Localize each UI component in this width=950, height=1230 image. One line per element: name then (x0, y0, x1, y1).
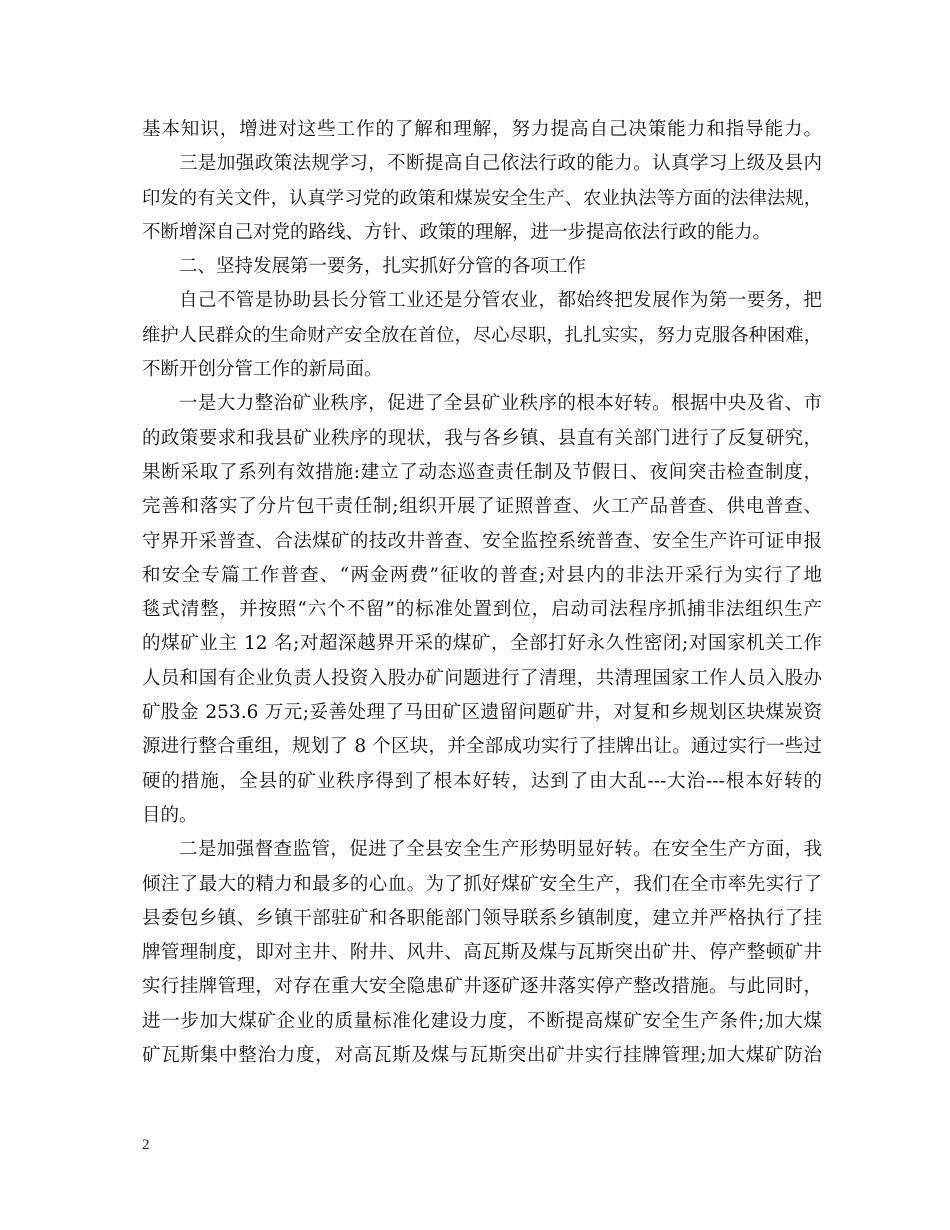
text-line: 毯式清整，并按照“六个不留”的标准处置到位，启动司法程序抓捕非法组织生产 (142, 599, 822, 621)
text-line: 倾注了最大的精力和最多的心血。为了抓好煤矿安全生产，我们在全市率先实行了 (142, 873, 822, 895)
text-line: 的煤矿业主 12 名;对超深越界开采的煤矿，全部打好永久性密闭;对国家机关工作 (142, 633, 822, 655)
text-line: 进一步加大煤矿企业的质量标准化建设力度，不断提高煤矿安全生产条件;加大煤 (142, 1010, 822, 1032)
paragraph-start-line: 自己不管是协助县长分管工业还是分管农业，都始终把发展作为第一要务，把 (179, 290, 822, 312)
text-line: 维护人民群众的生命财产安全放在首位，尽心尽职，扎扎实实，努力克服各种困难， (142, 324, 822, 346)
text-line: 人员和国有企业负责人投资入股办矿问题进行了清理，共清理国家工作人员入股办 (142, 667, 822, 689)
paragraph-start-line: 三是加强政策法规学习，不断提高自己依法行政的能力。认真学习上级及县内 (179, 153, 822, 175)
text-line: 矿瓦斯集中整治力度，对高瓦斯及煤与瓦斯突出矿井实行挂牌管理;加大煤矿防治 (142, 1045, 822, 1067)
text-line: 硬的措施，全县的矿业秩序得到了根本好转，达到了由大乱---大治---根本好转的 (142, 770, 822, 792)
section-heading: 二、坚持发展第一要务，扎实抓好分管的各项工作 (179, 256, 587, 278)
text-line: 目的。 (142, 804, 198, 826)
text-line: 矿股金 253.6 万元;妥善处理了马田矿区遗留问题矿井，对复和乡规划区块煤炭资 (142, 702, 822, 724)
paragraph-start-line: 一是大力整治矿业秩序，促进了全县矿业秩序的根本好转。根据中央及省、市 (179, 393, 822, 415)
document-body (142, 113, 822, 1073)
text-line: 印发的有关文件，认真学习党的政策和煤炭安全生产、农业执法等方面的法律法规， (142, 187, 822, 209)
text-line: 和安全专篇工作普查、“两金两费”征收的普查;对县内的非法开采行为实行了地 (142, 564, 822, 586)
text-line: 守界开采普查、合法煤矿的技改井普查、安全监控系统普查、安全生产许可证申报 (142, 530, 822, 552)
text-line: 县委包乡镇、乡镇干部驻矿和各职能部门领导联系乡镇制度，建立并严格执行了挂 (142, 907, 822, 929)
text-line: 不断增深自己对党的路线、方针、政策的理解，进一步提高依法行政的能力。 (142, 221, 772, 243)
text-line: 牌管理制度，即对主井、附井、风井、高瓦斯及煤与瓦斯突出矿井、停产整顿矿井 (142, 942, 822, 964)
page-number: 2 (142, 1137, 150, 1153)
text-line: 实行挂牌管理，对存在重大安全隐患矿井逐矿逐井落实停产整改措施。与此同时， (142, 976, 822, 998)
text-line: 完善和落实了分片包干责任制;组织开展了证照普查、火工产品普查、供电普查、 (142, 496, 822, 518)
text-line: 基本知识，增进对这些工作的了解和理解，努力提高自己决策能力和指导能力。 (142, 119, 822, 140)
text-line: 不断开创分管工作的新局面。 (142, 359, 383, 381)
text-line: 的政策要求和我县矿业秩序的现状，我与各乡镇、县直有关部门进行了反复研究， (142, 427, 822, 449)
text-line: 源进行整合重组，规划了 8 个区块，并全部成功实行了挂牌出让。通过实行一些过 (142, 736, 822, 758)
paragraph-start-line: 二是加强督查监管，促进了全县安全生产形势明显好转。在安全生产方面，我 (179, 839, 822, 861)
text-line: 果断采取了系列有效措施:建立了动态巡查责任制及节假日、夜间突击检查制度， (142, 461, 822, 483)
